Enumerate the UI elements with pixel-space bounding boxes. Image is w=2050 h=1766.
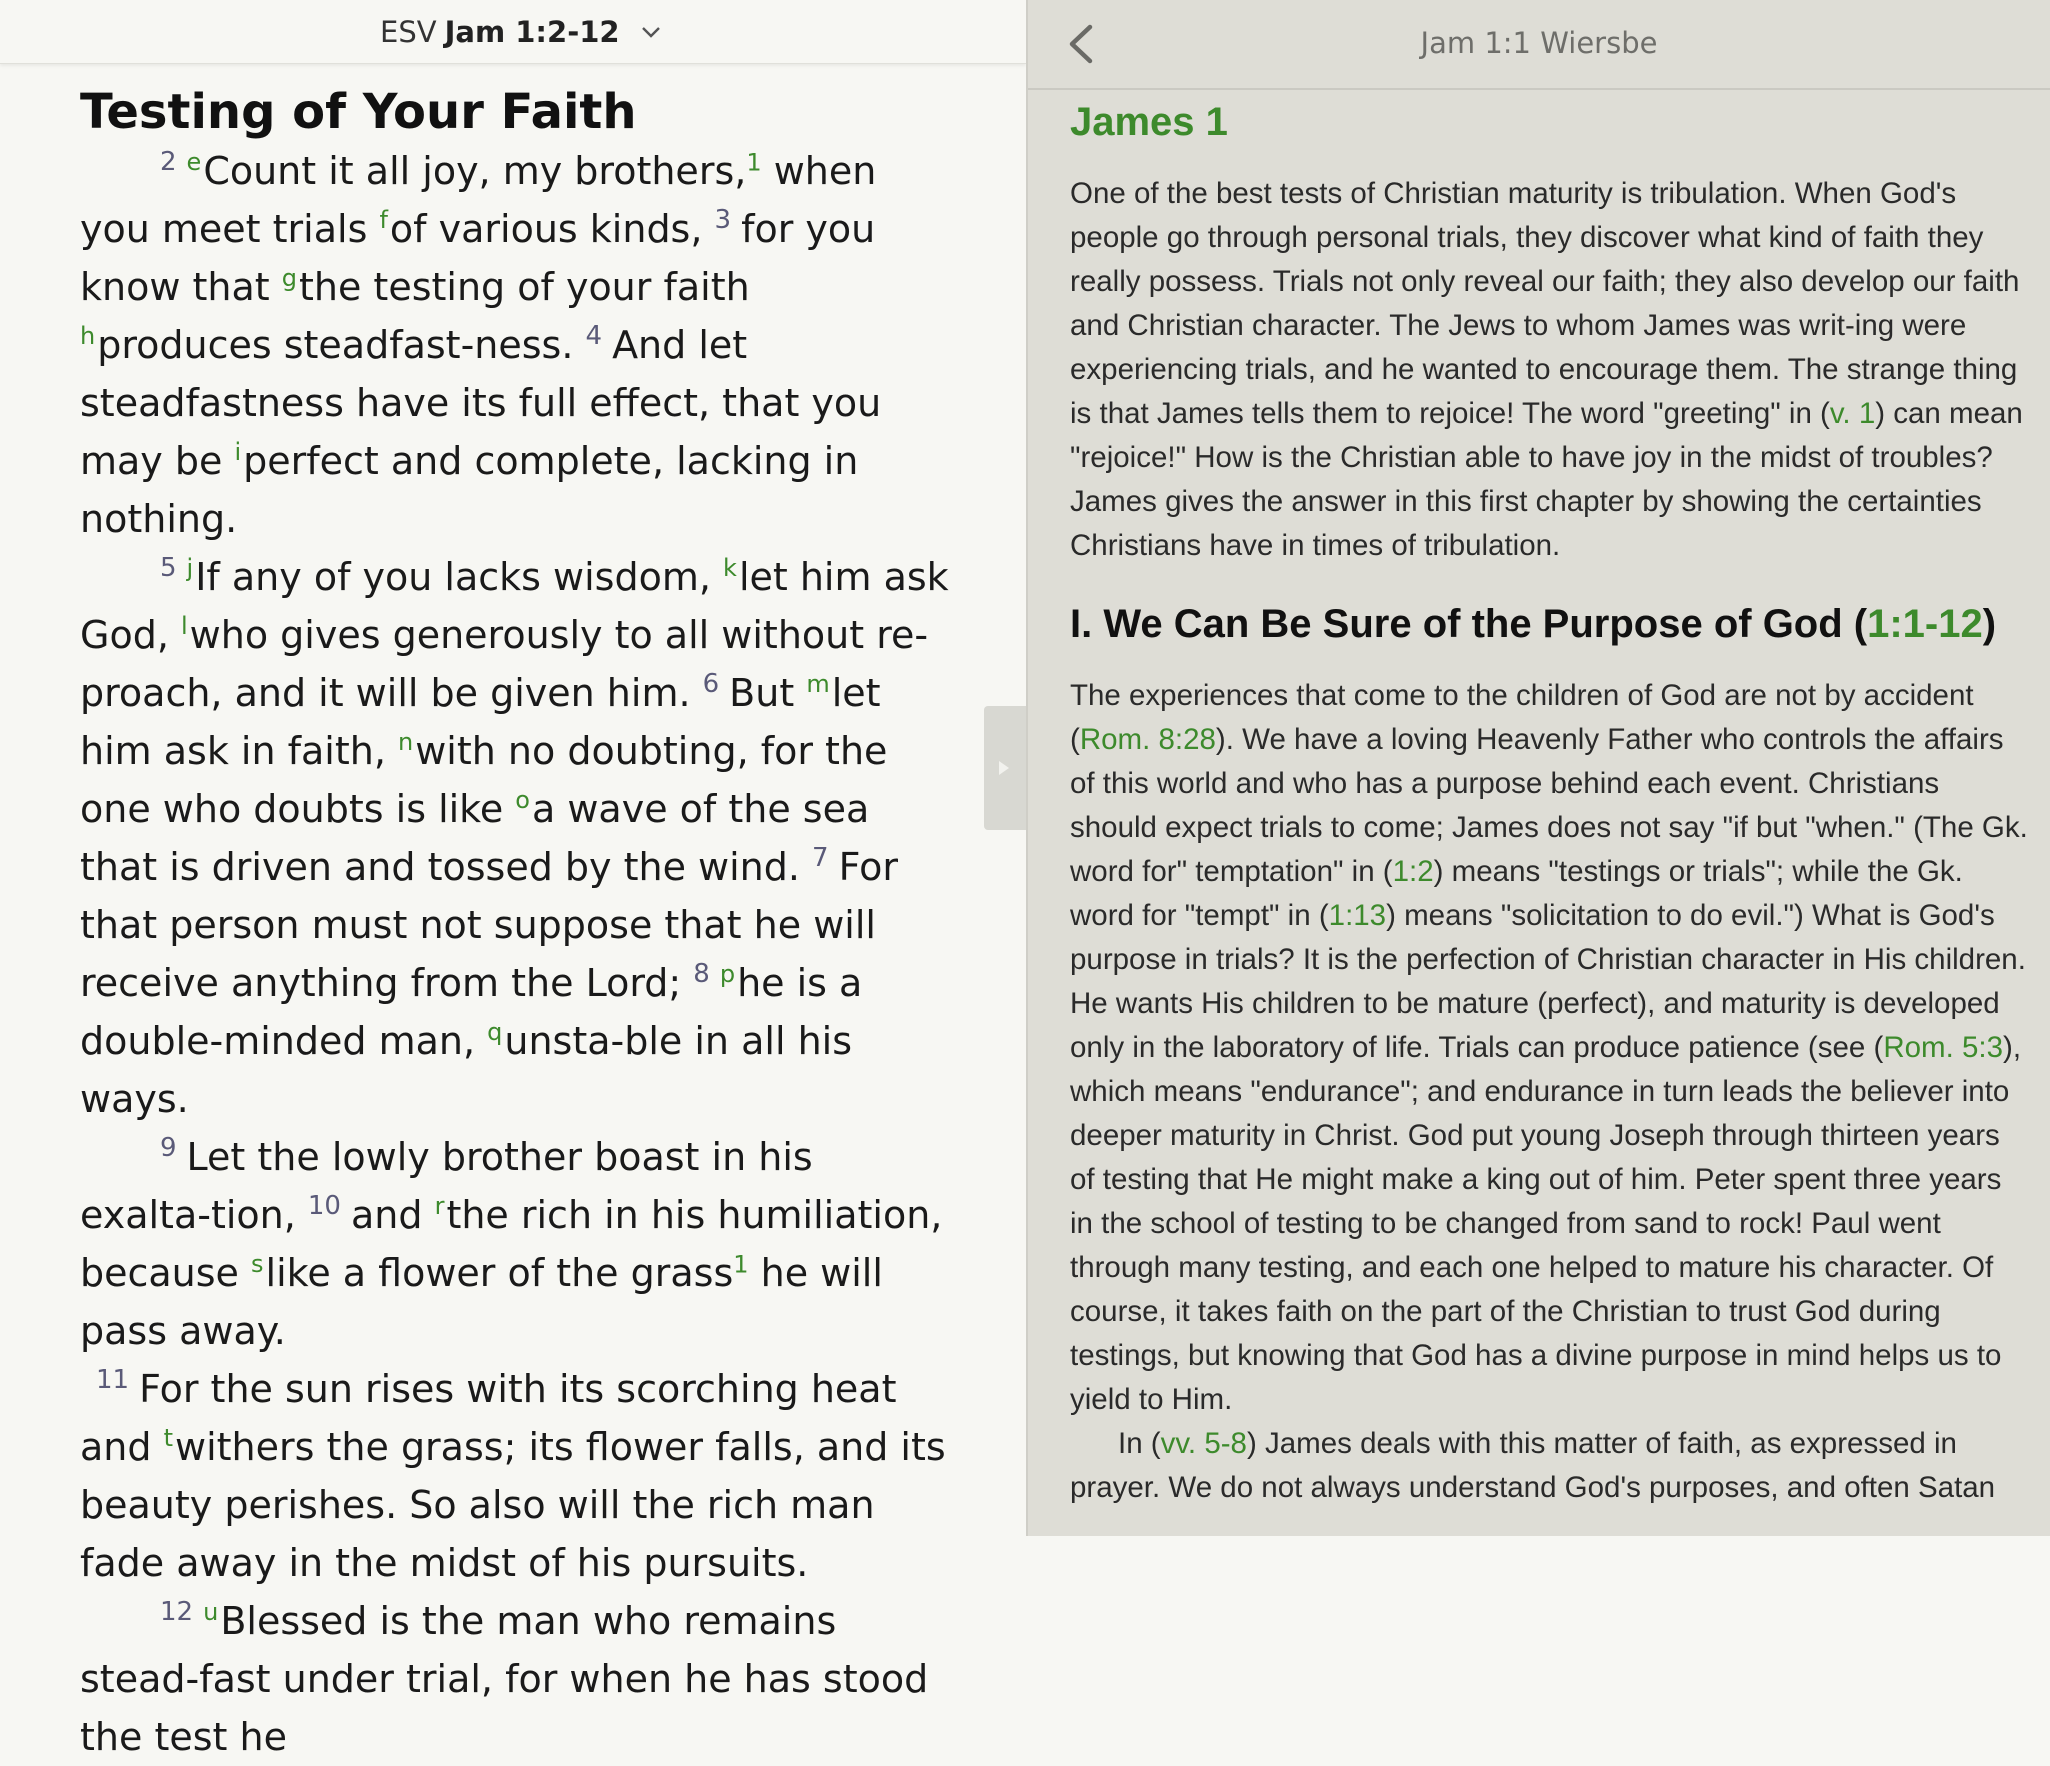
- verse-text: of various kinds,: [389, 207, 715, 251]
- verse-text: like a flower of the grass: [265, 1251, 734, 1295]
- commentary-text: ) means "solicitation to do evil.") What is God's purpose in trials? It is the perfection of Christian character in His children. He wants His children to be mature (perfect), and maturity is developed only in the laboratory of life. Trials can produce patience (see (: [1070, 899, 2026, 1064]
- paragraph: [80, 1360, 950, 1592]
- cross-reference[interactable]: k: [723, 554, 737, 583]
- bible-pane: [0, 0, 1026, 1759]
- cross-reference[interactable]: l: [180, 612, 188, 641]
- cross-reference[interactable]: h: [80, 322, 96, 351]
- paragraph: [80, 1592, 950, 1766]
- commentary-paragraph: [1070, 1422, 2030, 1510]
- commentary-text: ) means "testings or trials"; while the Gk. word for "tempt" in (: [1070, 855, 1963, 932]
- chevron-down-icon: [640, 21, 662, 43]
- scripture-link[interactable]: Rom. 5:3: [1883, 1031, 2004, 1064]
- verse-text: unsta-ble in all his ways.: [80, 1019, 853, 1121]
- paragraph: [80, 548, 950, 1128]
- commentary-body: [1070, 92, 2030, 1510]
- scripture-link[interactable]: Rom. 8:28: [1079, 723, 1216, 756]
- verse-number[interactable]: 3: [714, 205, 732, 236]
- commentary-paragraph: [1070, 172, 2030, 568]
- commentary-text: One of the best tests of Christian maturity is tribulation. When God's people go through personal trials, they discover what kind of faith they really possess. Trials not only reveal our faith; they also develop our faith and Christian character. The Jews to whom James was writ-ing were experiencing trials, and he wanted to encourage them. The strange thing is that James tells them to rejoice! The word "greeting" in (: [1070, 177, 2020, 430]
- chapter-heading: James 1: [1070, 100, 1228, 144]
- cross-reference[interactable]: e: [186, 148, 202, 177]
- verse-text: And let steadfastness have its full effect, that you may be: [80, 323, 882, 483]
- commentary-text: ) James deals with this matter of faith, as expressed in prayer. We do not always understand God's purposes, and often Satan: [1070, 1427, 1996, 1504]
- cross-reference[interactable]: u: [203, 1598, 219, 1627]
- verse-number[interactable]: 9: [160, 1133, 177, 1164]
- footnote[interactable]: 1: [733, 1250, 749, 1279]
- verse-text: withers the grass; its flower falls, and its beauty perishes. So also will the rich man fade away in the midst of his pursuits.: [80, 1425, 946, 1585]
- verse-text: If any of you lacks wisdom,: [195, 555, 724, 599]
- verse-text: with no doubting, for the one who doubts is like: [80, 729, 888, 831]
- cross-reference[interactable]: o: [515, 786, 530, 815]
- pane-toggle-tab[interactable]: [984, 706, 1026, 830]
- verse-text: perfect and complete, lacking in nothing.: [80, 439, 859, 541]
- commentary-text: In (: [1118, 1427, 1161, 1460]
- version-label: ESV: [380, 15, 437, 49]
- verse-text: Blessed is the man who remains stead-fast under trial, for when he has stood the test he: [80, 1599, 929, 1759]
- verse-text: a wave of the sea that is driven and tossed by the wind.: [80, 787, 870, 889]
- heading-text: I. We Can Be Sure of the Purpose of God (: [1070, 602, 1868, 646]
- passage-selector[interactable]: [380, 14, 662, 50]
- commentary-text: ) can mean "rejoice!" How is the Christian able to have joy in the midst of troubles? James gives the answer in this first chapter by showing the certainties Christians have in times of tribulation.: [1070, 397, 2023, 562]
- verse-text: For that person must not suppose that he will receive anything from the Lord;: [80, 845, 898, 1005]
- verse-text: But: [729, 671, 807, 715]
- triangle-right-icon: [996, 756, 1012, 780]
- commentary-pane: [1026, 0, 2050, 1536]
- cross-reference[interactable]: q: [487, 1018, 503, 1047]
- cross-reference[interactable]: r: [434, 1192, 445, 1221]
- verse-text: Count it all joy, my brothers,: [203, 149, 747, 193]
- cross-reference[interactable]: m: [806, 670, 830, 699]
- verse-text: produces steadfast-ness.: [97, 323, 586, 367]
- verse-text: let him ask in faith,: [80, 671, 881, 773]
- verse-text: he is a double-minded man,: [80, 961, 863, 1063]
- verse-number[interactable]: 6: [702, 669, 720, 700]
- paragraph: [80, 1128, 950, 1360]
- verse-text: the rich in his humiliation, because: [80, 1193, 943, 1295]
- section-heading: Testing of Your Faith: [80, 84, 637, 140]
- scripture-link[interactable]: vv. 5-8: [1160, 1427, 1247, 1460]
- cross-reference[interactable]: t: [163, 1424, 173, 1453]
- verse-number[interactable]: 10: [307, 1191, 341, 1222]
- cross-reference[interactable]: i: [234, 438, 242, 467]
- commentary-text: ), which means "endurance"; and endurance in turn leads the believer into deeper maturity in Christ. God put young Joseph through thirteen years of testing that He might make a king out of him. Peter spent three years in the school of testing to be changed from sand to rock! Paul went through many testing, and each one helped to mature his character. Of course, it takes faith on the part of the Christian to trust God during testings, but knowing that God has a divine purpose in mind helps us to yield to Him.: [1070, 1031, 2022, 1416]
- bible-header: [0, 0, 1026, 64]
- passage-label: Jam 1:2-12: [444, 15, 620, 49]
- verse-number[interactable]: 7: [812, 843, 829, 874]
- verse-number[interactable]: 8: [693, 959, 710, 990]
- commentary-header: [1028, 0, 2050, 90]
- verse-text: let him ask God,: [80, 555, 949, 657]
- verse-number[interactable]: 2: [160, 147, 177, 178]
- footnote[interactable]: 1: [746, 148, 762, 177]
- verse-number[interactable]: 4: [585, 321, 603, 352]
- cross-reference[interactable]: j: [186, 554, 194, 583]
- bible-text: [80, 82, 950, 1766]
- commentary-text: The experiences that come to the children of God are not by accident (: [1070, 679, 1974, 756]
- paragraph: [80, 142, 950, 548]
- verse-text: when you meet trials: [80, 149, 877, 251]
- cross-reference[interactable]: g: [281, 264, 297, 293]
- verse-number[interactable]: 5: [160, 553, 177, 584]
- heading-text: ): [1982, 602, 1997, 646]
- verse-text: for you know that: [80, 207, 876, 309]
- scripture-link[interactable]: 1:13: [1328, 899, 1387, 932]
- commentary-title: Jam 1:1 Wiersbe: [1420, 26, 1658, 60]
- cross-reference[interactable]: p: [719, 960, 736, 989]
- verse-number[interactable]: 12: [160, 1597, 194, 1628]
- commentary-text: ). We have a loving Heavenly Father who controls the affairs of this world and who has a purpose behind each event. Christians should expect trials to come; James does not say "if but "when." (The Gk. word for" temptation" in (: [1070, 723, 2028, 888]
- scripture-link[interactable]: 1:1-12: [1867, 602, 1983, 646]
- cross-reference[interactable]: s: [251, 1250, 264, 1279]
- verse-text: Let the lowly brother boast in his exalta-tion,: [80, 1135, 813, 1237]
- verse-number[interactable]: 11: [96, 1365, 130, 1396]
- verse-text: who gives generously to all without re-proach, and it will be given him.: [80, 613, 929, 715]
- verse-text: he will pass away.: [80, 1251, 883, 1353]
- scripture-link[interactable]: 1:2: [1392, 855, 1434, 888]
- scripture-link[interactable]: v. 1: [1829, 397, 1876, 430]
- commentary-section-heading: [1070, 596, 2030, 652]
- cross-reference[interactable]: n: [398, 728, 414, 757]
- verse-text: For the sun rises with its scorching heat and: [80, 1367, 897, 1469]
- verse-text: and: [350, 1193, 435, 1237]
- commentary-paragraph: [1070, 674, 2030, 1422]
- cross-reference[interactable]: f: [379, 206, 388, 235]
- verse-text: the testing of your faith: [298, 265, 750, 309]
